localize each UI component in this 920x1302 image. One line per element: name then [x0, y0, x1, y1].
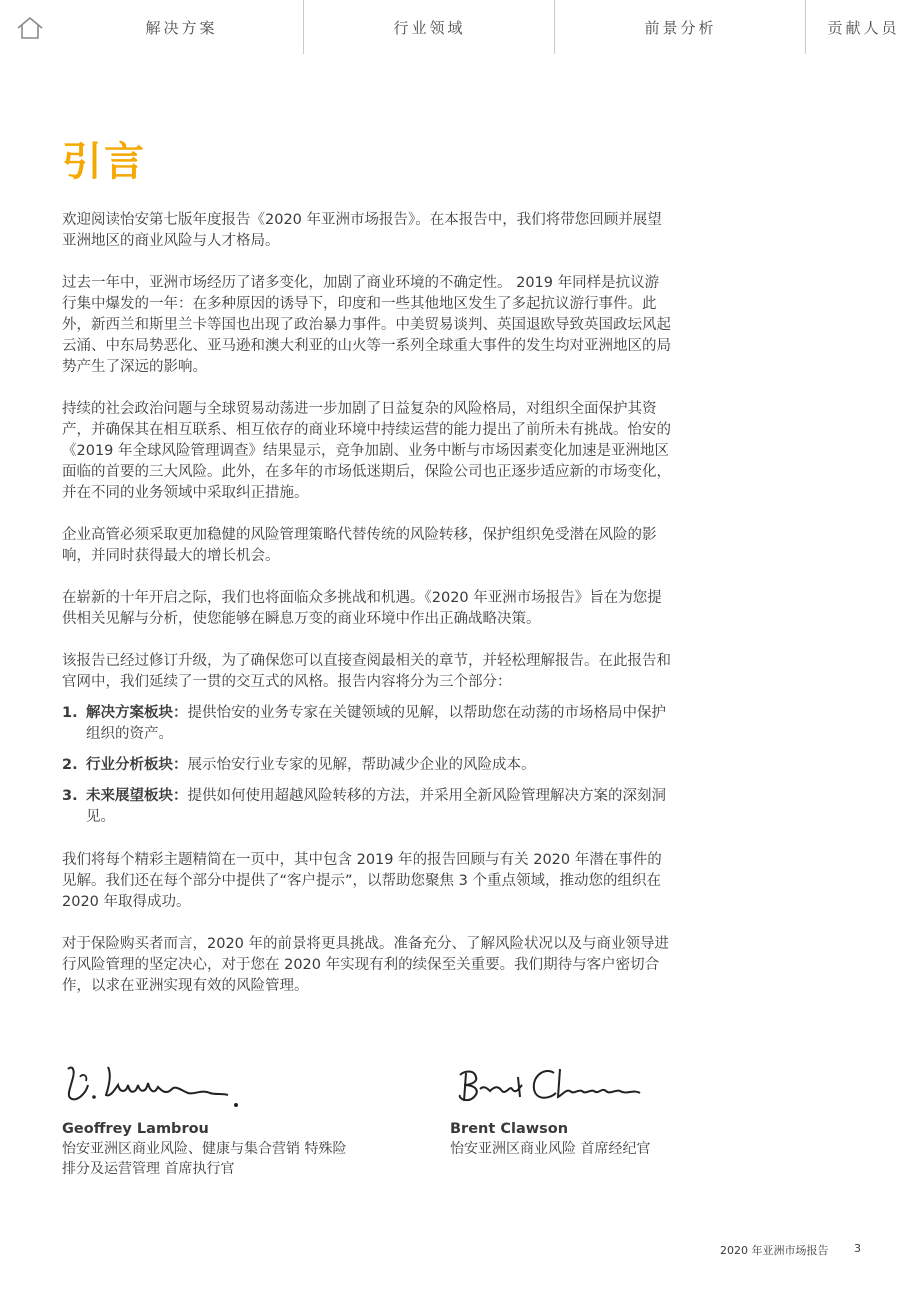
handwritten-signature: [62, 1055, 252, 1113]
signatory-role: 排分及运营管理 首席执行官: [62, 1161, 235, 1177]
footer-report-title: 2020 年亚洲市场报告: [720, 1244, 829, 1257]
signature-block: [62, 1055, 362, 1179]
list-text: 提供怡安的业务专家在关键领域的见解，以帮助您在动荡的市场格局中保护组织的资产。: [86, 705, 666, 742]
signatory-role: 怡安亚洲区商业风险 首席经纪官: [450, 1141, 651, 1157]
paragraph: 欢迎阅读怡安第七版年度报告《2020 年亚洲市场报告》。在本报告中，我们将带您回顾并展望亚洲地区的商业风险与人才格局。: [62, 212, 662, 249]
list-number: 2.: [62, 757, 78, 773]
paragraph: 在崭新的十年开启之际，我们也将面临众多挑战和机遇。《2020 年亚洲市场报告》旨在为您提供相关见解与分析，使您能够在瞬息万变的商业环境中作出正确战略决策。: [62, 590, 662, 627]
signatory-name: Brent Clawson: [450, 1121, 569, 1137]
signatory-role: 怡安亚洲区商业风险、健康与集合营销 特殊险: [62, 1141, 347, 1157]
handwritten-signature: [450, 1055, 650, 1113]
nav-divider: [805, 0, 806, 54]
page-title: 引言: [62, 139, 146, 185]
nav-divider: [554, 0, 555, 54]
paragraph: 企业高管必须采取更加稳健的风险管理策略代替传统的风险转移，保护组织免受潜在风险的影响，并同时获得最大的增长机会。: [62, 527, 657, 564]
tab-industries[interactable]: 行业领域: [393, 19, 466, 37]
tab-contributors[interactable]: 贡献人员: [827, 19, 900, 37]
list-text: 提供如何使用超越风险转移的方法，并采用全新风险管理解决方案的深刻洞见。: [86, 788, 666, 825]
list-heading: 未来展望板块：: [86, 788, 188, 804]
top-nav: [0, 0, 920, 56]
home-icon[interactable]: [14, 14, 46, 42]
paragraph: 我们将每个精彩主题精简在一页中，其中包含 2019 年的报告回顾与有关 2020 年潜在事件的见解。我们还在每个部分中提供了“客户提示”，以帮助您聚焦 3 个重点领域，推动您的组织在 2020 年取得成功。: [62, 852, 662, 910]
paragraph: 该报告已经过修订升级，为了确保您可以直接查阅最相关的章节，并轻松理解报告。在此报告和官网中，我们延续了一贯的交互式的风格。报告内容将分为三个部分：: [62, 653, 671, 690]
body-content: [62, 210, 672, 1018]
section-list: [62, 703, 672, 828]
list-text: 展示怡安行业专家的见解，帮助减少企业的风险成本。: [187, 757, 536, 773]
tab-solutions[interactable]: 解决方案: [145, 19, 218, 37]
tab-outlook[interactable]: 前景分析: [644, 19, 717, 37]
nav-divider: [303, 0, 304, 54]
list-item: [62, 755, 672, 776]
paragraph: 对于保险购买者而言，2020 年的前景将更具挑战。准备充分、了解风险状况以及与商业领导进行风险管理的坚定决心，对于您在 2020 年实现有利的续保至关重要。我们期待与客户密切合作，以求在亚洲实现有效的风险管理。: [62, 936, 670, 994]
paragraph: 持续的社会政治问题与全球贸易动荡进一步加剧了日益复杂的风险格局，对组织全面保护其资产，并确保其在相互联系、相互依存的商业环境中持续运营的能力提出了前所未有挑战。怡安的《2019 年全球风险管理调查》结果显示，竞争加剧、业务中断与市场因素变化加速是亚洲地区面临的首要的三大风险。此外，在多年的市场低迷期后，保险公司也正逐步适应新的市场变化，并在不同的业务领域中采取纠正措施。: [62, 401, 671, 501]
list-number: 3.: [62, 788, 78, 804]
paragraph: 过去一年中，亚洲市场经历了诸多变化，加剧了商业环境的不确定性。 2019 年同样是抗议游行集中爆发的一年：在多种原因的诱导下，印度和一些其他地区发生了多起抗议游行事件。此外，新西兰和斯里兰卡等国也出现了政治暴力事件。中美贸易谈判、英国退欧导致英国政坛风起云涌、中东局势恶化、亚马逊和澳大利亚的山火等一系列全球重大事件的发生均对亚洲地区的局势产生了深远的影响。: [62, 275, 671, 375]
list-item: [62, 786, 672, 828]
signature-block: [450, 1055, 750, 1159]
signatory-name: Geoffrey Lambrou: [62, 1121, 209, 1137]
page-number: 3: [854, 1242, 861, 1255]
list-heading: 行业分析板块：: [86, 757, 188, 773]
list-item: [62, 703, 672, 745]
list-heading: 解决方案板块：: [86, 705, 188, 721]
list-number: 1.: [62, 705, 78, 721]
